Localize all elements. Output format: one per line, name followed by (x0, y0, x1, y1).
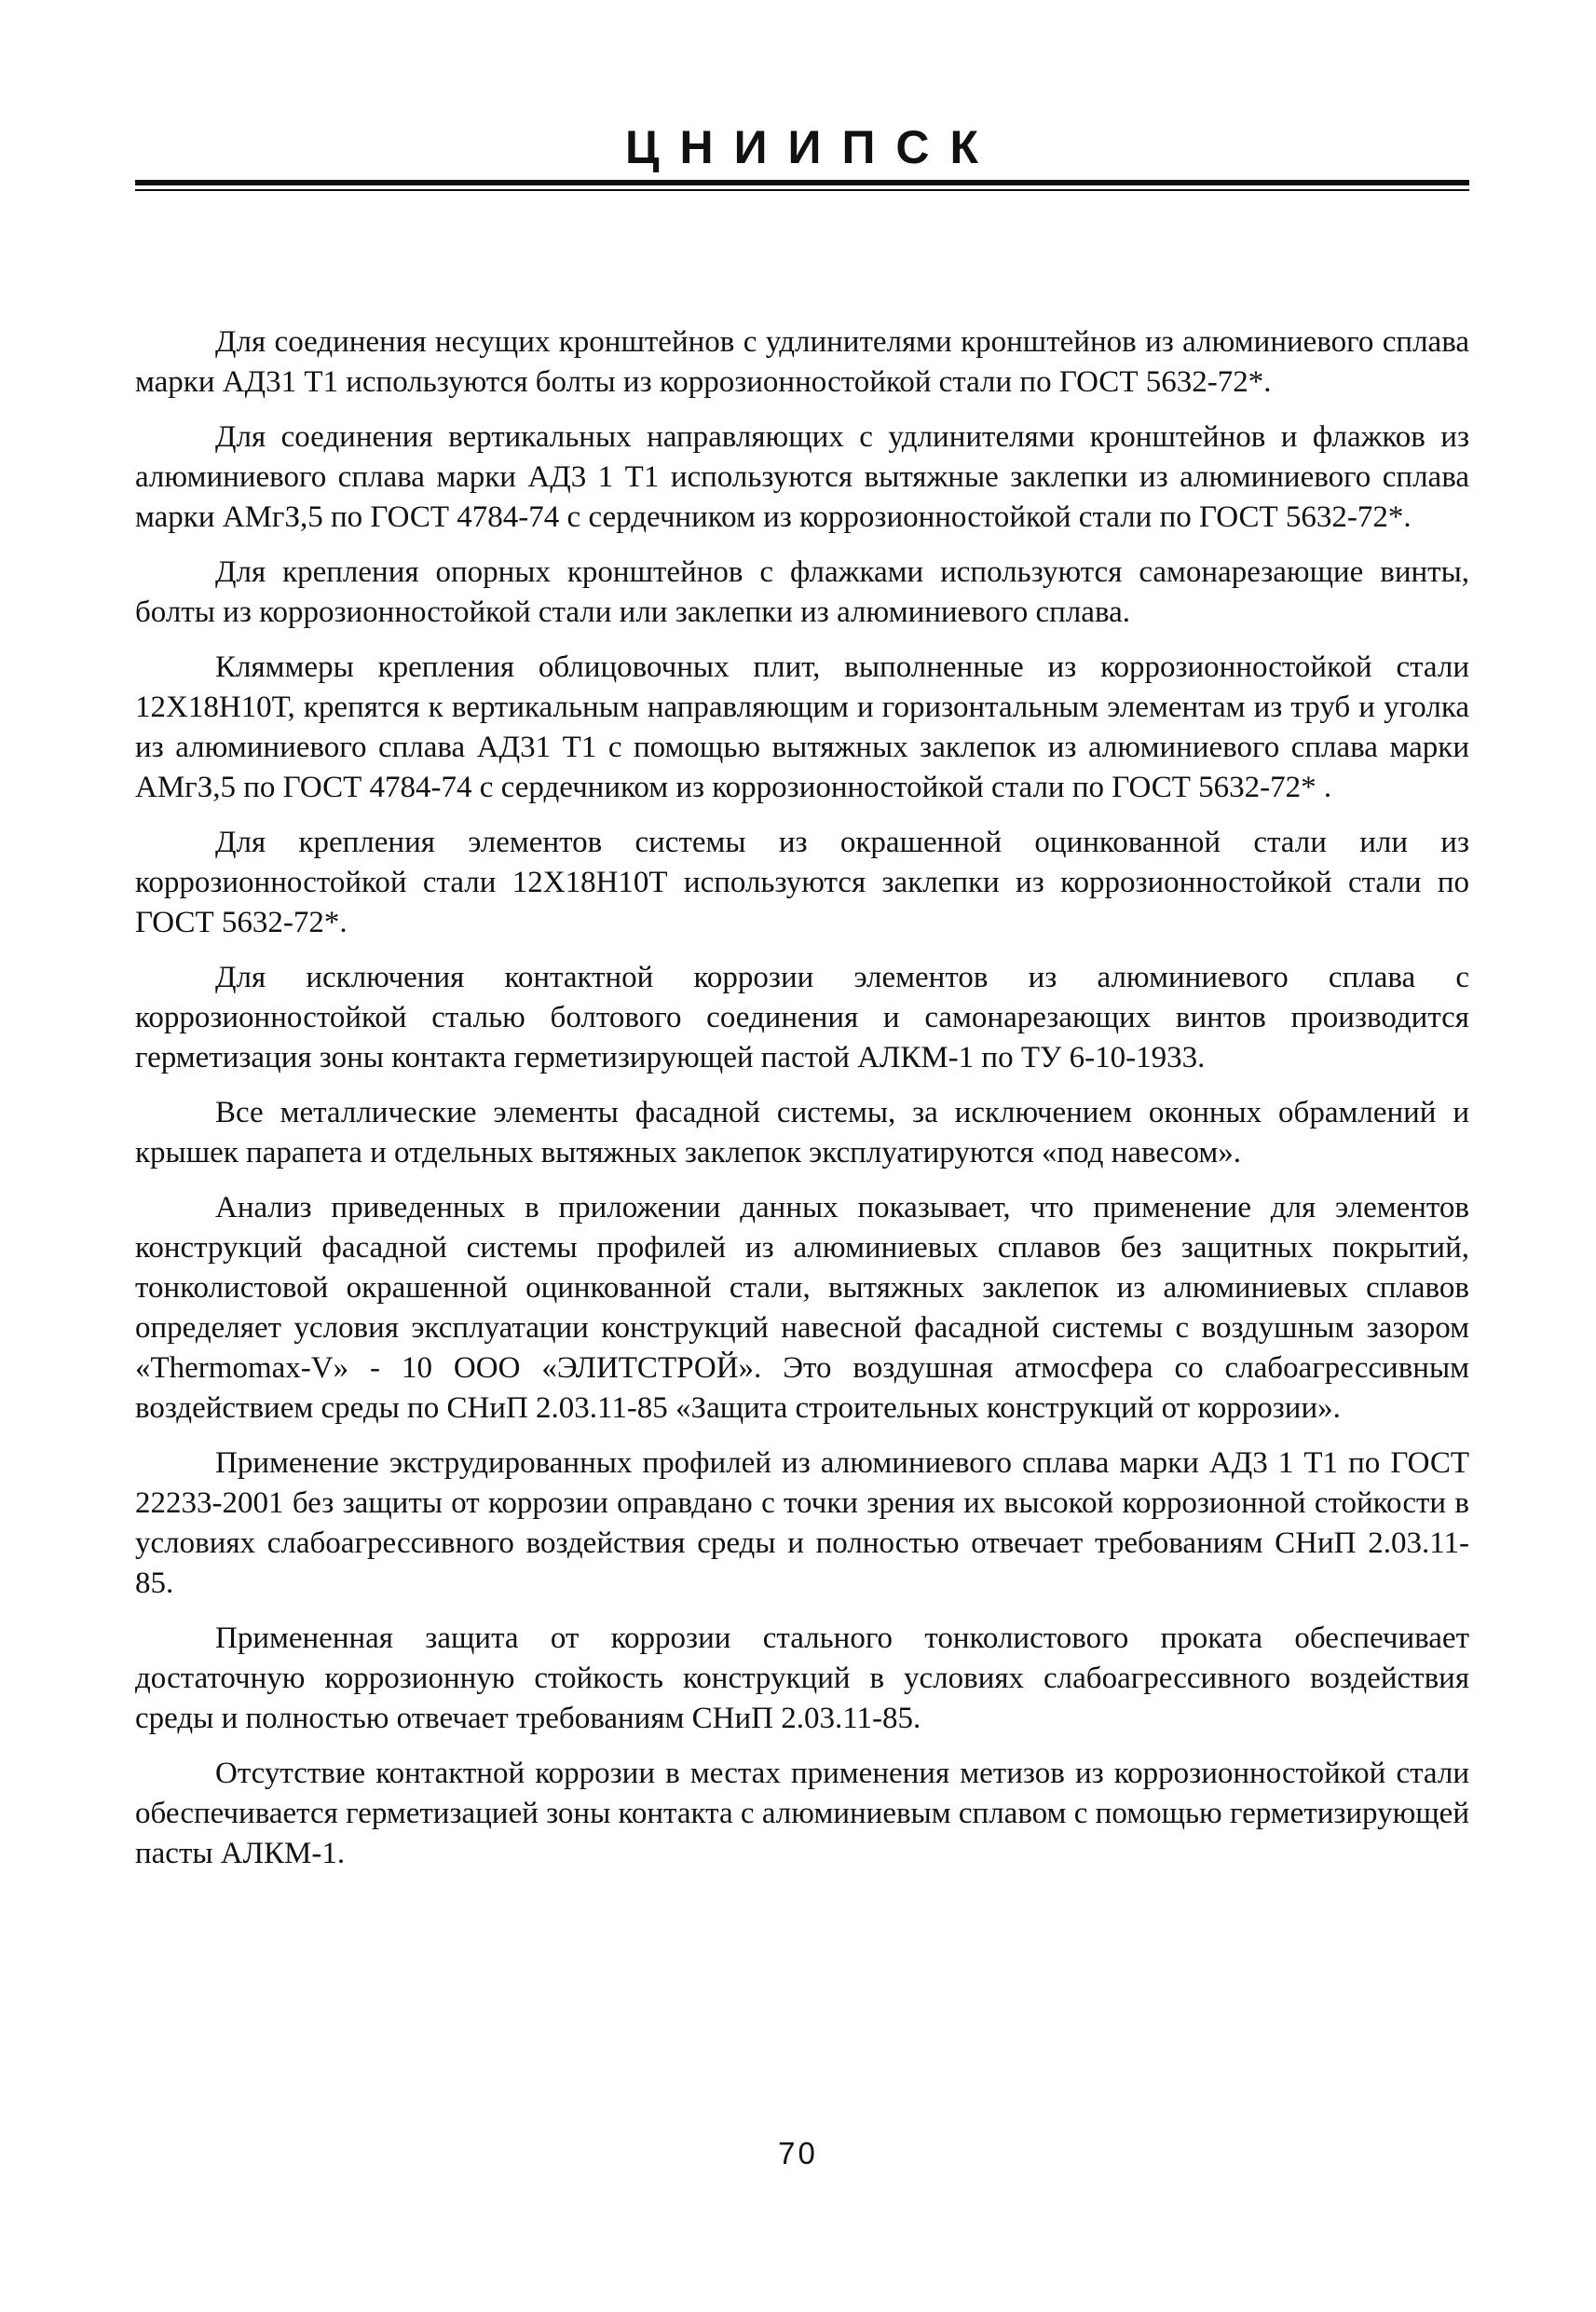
page-header-title: ЦНИИПСК (624, 121, 1000, 173)
paragraph-clamps: Кляммеры крепления облицовочных плит, выполненные из коррозионностойкой стали 12Х18Н10Т, крепятся к вертикальным направляющим и горизонтальным элементам из труб и уголка из алюминиевого сплава АД31 Т1 с помощью вытяжных заклепок из алюминиевого сплава марки АМгЗ,5 по ГОСТ 4784-74 с сердечником из коррозионностойкой стали по ГОСТ 5632-72* . (135, 650, 1469, 804)
paragraph-fastening-brackets: Для соединения несущих кронштейнов с удлинителями кронштейнов из алюминиевого сплава марки АД31 Т1 используются болты из коррозионностойкой стали по ГОСТ 5632-72*. (135, 325, 1469, 399)
paragraph-analysis: Анализ приведенных в приложении данных показывает, что применение для элементов конструкций фасадной системы профилей из алюминиевых сплавов без защитных покрытий, тонколистовой окрашенной оцинкованной стали, вытяжных заклепок из алюминиевых сплавов определяет условия эксплуатации конструкций навесной фасадной системы с воздушным зазором «Thermomax-V» - 10 ООО «ЭЛИТСТРОЙ». Это воздушная атмосфера со слабоагрессивным воздействием среды по СНиП 2.03.11-85 «Защита строительных конструкций от коррозии». (135, 1191, 1469, 1425)
paragraph-vertical-guides: Для соединения вертикальных направляющих с удлинителями кронштейнов и флажков из алюминиевого сплава марки АД3 1 Т1 используются вытяжные заклепки из алюминиевого сплава марки АМгЗ,5 по ГОСТ 4784-74 с сердечником из коррозионностойкой стали по ГОСТ 5632-72*. (135, 420, 1469, 534)
header-rule-thick (135, 180, 1469, 185)
page-number: 70 (778, 2136, 818, 2170)
header-rule-thin (135, 189, 1469, 191)
paragraph-support-brackets: Для крепления опорных кронштейнов с флажками используются самонарезающие винты, болты из коррозионностойкой стали или заклепки из алюминиевого сплава. (135, 555, 1469, 629)
paragraph-system-elements: Для крепления элементов системы из окрашенной оцинкованной стали или из коррозионностойкой стали 12Х18Н10Т используются заклепки из коррозионностойкой стали по ГОСТ 5632-72*. (135, 826, 1469, 939)
paragraph-steel-protection: Примененная защита от коррозии стального тонколистового проката обеспечивает достаточную коррозионную стойкость конструкций в условиях слабоагрессивного воздействия среды и полностью отвечает требованиям СНиП 2.03.11-85. (135, 1621, 1469, 1735)
paragraph-contact-corrosion: Для исключения контактной коррозии элементов из алюминиевого сплава с коррозионностойкой сталью болтового соединения и самонарезающих винтов производится герметизация зоны контакта герметизирующей пастой АЛКМ-1 по ТУ 6-10-1933. (135, 961, 1469, 1074)
paragraph-extruded-profiles: Применение экструдированных профилей из алюминиевого сплава марки АД3 1 Т1 по ГОСТ 22233-2001 без защиты от коррозии оправдано с точки зрения их высокой коррозионной стойкости в условиях слабоагрессивного воздействия среды и полностью отвечает требованиям СНиП 2.03.11-85. (135, 1446, 1469, 1600)
paragraph-under-canopy: Все металлические элементы фасадной системы, за исключением оконных обрамлений и крышек парапета и отдельных вытяжных заклепок эксплуатируются «под навесом». (135, 1096, 1469, 1170)
document-body (135, 322, 1469, 1889)
paragraph-fasteners: Отсутствие контактной коррозии в местах применения метизов из коррозионностойкой стали обеспечивается герметизацией зоны контакта с алюминиевым сплавом с помощью герметизирующей пасты АЛКМ-1. (135, 1757, 1469, 1870)
